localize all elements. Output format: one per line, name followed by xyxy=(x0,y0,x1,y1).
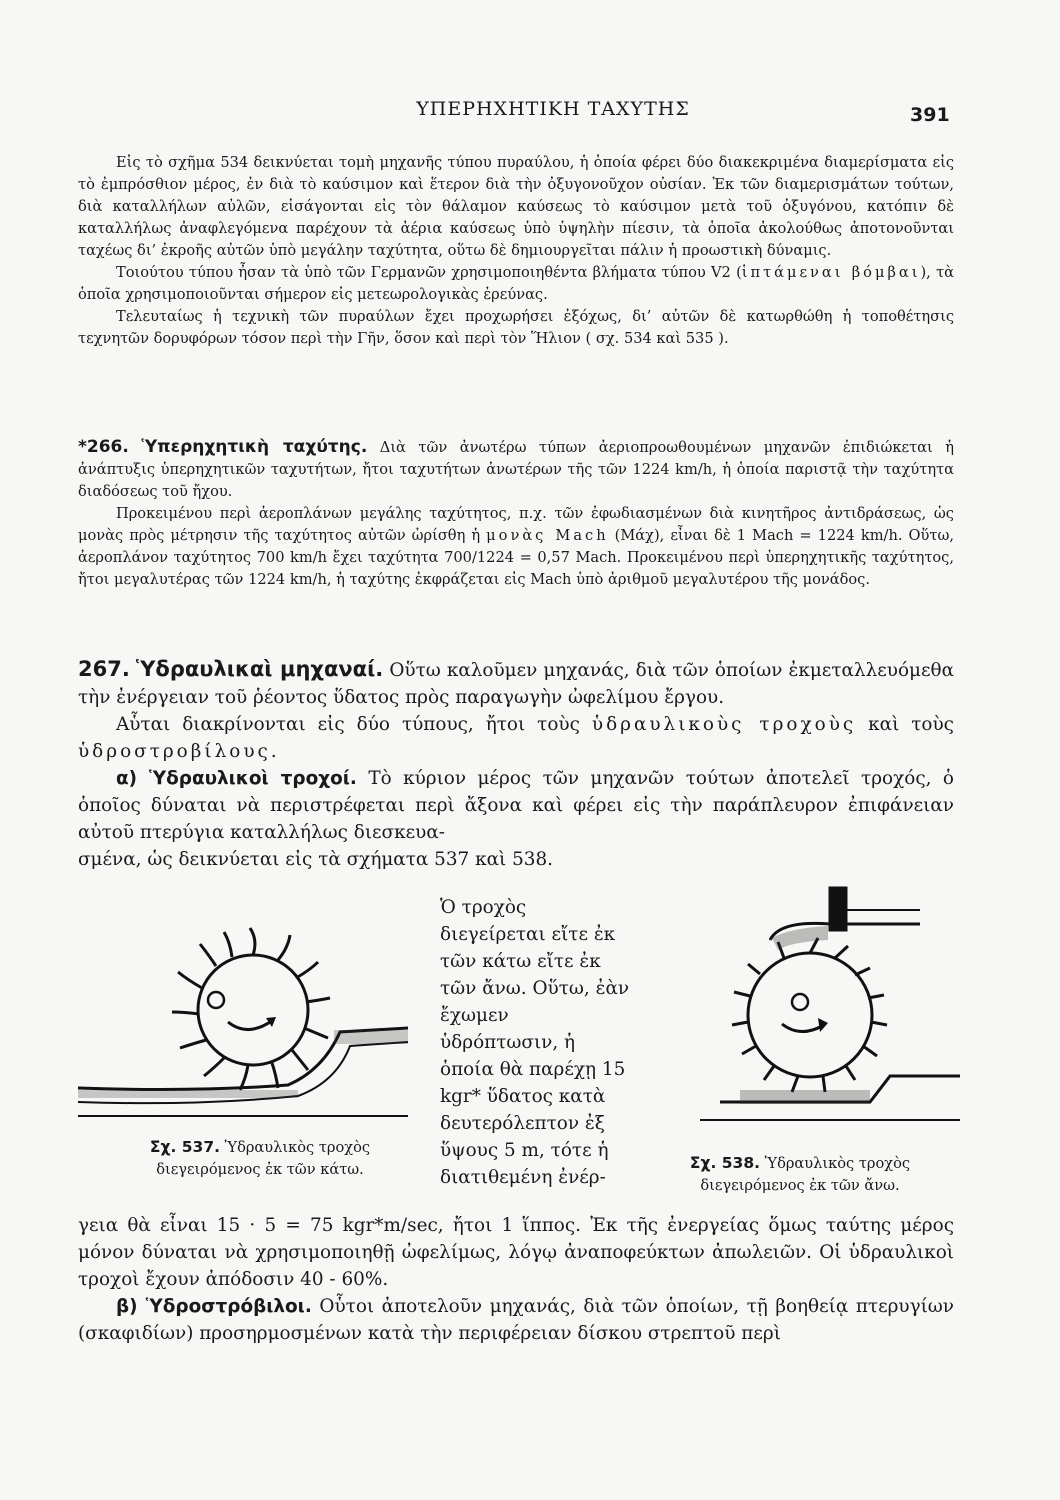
wheel-axle xyxy=(792,994,808,1010)
subsection-a-paragraph: α) Ὑδραυλικοὶ τροχοί. Τὸ κύριον μέρος τῶν μηχανῶν τούτων ἀποτελεῖ τροχός, ὁ ὁποῖος δύναται νὰ περιστρέφεται περὶ ἄξονα καὶ φέρει εἰς τὴν παράπλευρον ἐπιφάνειαν αὐτοῦ πτερύγια καταλλήλως διεσκευα- xyxy=(78,768,954,843)
figure-538-caption: Σχ. 538. Ὑδραυλικὸς τροχὸς διεγειρόμενος ἐκ τῶν ἄνω. xyxy=(689,1154,911,1194)
section-266-paragraph-1: *266. Ὑπερηχητικὴ ταχύτης. Διὰ τῶν ἀνωτέρω τύπων ἀεριοπροωθουμένων μηχανῶν ἐπιδιώκεται ἡ ἀνάπτυξις ὑπερηχητικῶν ταχυτήτων, ἤτοι ταχυτήτων ἀνωτέρων τῆς τῶν 1224 km/h, ἡ ὁποία παριστᾷ τὴν ταχύτητα διαδόσεως τοῦ ἤχου. xyxy=(78,437,954,500)
figure-538-label: Σχ. 538. xyxy=(689,1154,761,1172)
section-267-continued xyxy=(78,1212,954,1347)
figure-537-label: Σχ. 537. xyxy=(149,1138,221,1156)
wheel-axle xyxy=(208,992,224,1008)
section-267-number: 267. xyxy=(78,657,130,681)
energy-paragraph: γεια θὰ εἶναι 15 · 5 = 75 kgr*m/sec, ἤτοι 1 ἵππος. Ἐκ τῆς ἐνεργείας ὅμως ταύτης μέρος μόνον δύναται νὰ χρησιμοποιηθῇ ὠφελίμως, λόγῳ ἀναποφεύκτων ἀπωλειῶν. Οἱ ὑδραυλικοὶ τροχοὶ ἔχουν ἀπόδοσιν 40 - 60%. xyxy=(78,1215,954,1290)
subsection-b-heading: β) Ὑδροστρόβιλοι. xyxy=(116,1296,312,1317)
page-number: 391 xyxy=(910,104,950,126)
section-267-heading: Ὑδραυλικαὶ μηχαναί. xyxy=(135,657,384,681)
section-267 xyxy=(78,656,954,873)
running-header: ΥΠΕΡΗΧΗΤΙΚΗ ΤΑΧΥΤΗΣ xyxy=(416,98,690,120)
intro-block xyxy=(78,152,954,350)
spaced-term: ὑδραυλικοὺς τροχοὺς xyxy=(591,714,857,735)
figure-537-caption: Σχ. 537. Ὑδραυλικὸς τροχὸς διεγειρόμενος ἐκ τῶν κάτω. xyxy=(149,1138,371,1178)
section-266-paragraph-2: Προκειμένου περὶ ἀεροπλάνων μεγάλης ταχύτητος, π.χ. τῶν ἐφωδιασμένων διὰ κινητῆρος ἀντιδράσεως, ὡς μονὰς πρὸς μέτρησιν τῆς ταχύτητος αὐτῶν ὡρίσθη ἡ μονὰς Mach (Μάχ), εἶναι δὲ 1 Mach = 1224 km/h. Οὕτω, ἀεροπλάνον ταχύτητος 700 km/h ἔχει ταχύτητα 700/1224 = 0,57 Mach. Προκειμένου περὶ ὑπερηχητικῆς ταχύτητος, ἤτοι μεγαλυτέρας τῶν 1224 km/h, ἡ ταχύτης ἐκφράζεται εἰς Mach ὑπὸ ἀριθμοῦ μεγαλυτέρου τῆς μονάδος. xyxy=(78,505,954,588)
intro-paragraph-1: Εἰς τὸ σχῆμα 534 δεικνύεται τομὴ μηχανῆς τύπου πυραύλου, ἡ ὁποία φέρει δύο διακεκριμένα διαμερίσματα εἰς τὸ ἐμπρόσθιον μέρος, ἐν διὰ τὸ καύσιμον καὶ ἕτερον διὰ τὴν ὀξυγονοῦχον οὐσίαν. Ἐκ τῶν διαμερισμάτων τούτων, διὰ καταλλήλων αὐλῶν, εἰσάγονται εἰς τὸν θάλαμον καύσεως τὸ καύσιμον μετὰ τοῦ ὀξυγόνου, κατόπιν δὲ καταλλήλως ἀναφλεγόμενα παρέχουν τὰ ἀέρια καύσεως ὑπὸ ὑψηλὴν πίεσιν, τὰ ὁποῖα ἀκολούθως ἀποτονοῦνται ταχέως δι’ ἐκροῆς αὐτῶν ὑπὸ μεγάλην ταχύτητα, οὕτω δὲ δημιουργεῖται πάλιν ἡ προωστικὴ δύναμις. xyxy=(78,154,954,259)
intro-paragraph-2: Τοιούτου τύπου ἦσαν τὰ ὑπὸ τῶν Γερμανῶν χρησιμοποιηθέντα βλήματα τύπου V2 (ἱπτάμεναι βόμβαι), τὰ ὁποῖα χρησιμοποιοῦνται σήμερον εἰς μετεωρολογικὰς ἐρεύνας. xyxy=(78,264,954,303)
water-gate xyxy=(830,888,846,930)
wheel-rim xyxy=(198,955,308,1065)
rotation-arrow xyxy=(228,1020,273,1030)
intro-paragraph-3: Τελευταίως ἡ τεχνικὴ τῶν πυραύλων ἔχει προχωρήσει ἐξόχως, δι’ αὐτῶν δὲ κατωρθώθη ἡ τοποθέτησις τεχνητῶν δορυφόρων τόσον περὶ τὴν Γῆν, ὅσον καὶ περὶ τὸν Ἥλιον ( σχ. 534 καὶ 535 ). xyxy=(78,308,954,347)
rotation-arrow xyxy=(782,1024,822,1032)
middle-column-text: Ὁ τροχὸς διεγείρεται εἴτε ἐκ τῶν κάτω εἴτε ἐκ τῶν ἄνω. Οὕτω, ἐὰν ἔχωμεν ὑδρόπτωσιν, ἡ ὁποία θὰ παρέχῃ 15 kgr* ὕδατος κατὰ δευτερόλεπτον ἐξ ὕψους 5 m, τότε ἡ διατιθεμένη ἐνέρ- xyxy=(440,897,630,1188)
spaced-term: ὑδροστροβίλους. xyxy=(78,741,280,762)
subsection-b-paragraph: β) Ὑδροστρόβιλοι. Οὗτοι ἀποτελοῦν μηχανάς, διὰ τῶν ὁποίων, τῇ βοηθείᾳ πτερυγίων (σκαφιδίων) προσηρμοσμένων κατὰ τὴν περιφέρειαν δίσκου στρεπτοῦ περὶ xyxy=(78,1296,954,1344)
spaced-term: μονὰς Mach xyxy=(486,527,609,544)
section-267-paragraph-2: Αὗται διακρίνονται εἰς δύο τύπους, ἤτοι τοὺς ὑδραυλικοὺς τροχοὺς καὶ τοὺς ὑδροστροβίλους. xyxy=(78,714,954,762)
wheel-rim xyxy=(748,953,872,1077)
section-266-number: *266. xyxy=(78,437,129,457)
figure-538-overshot-wheel xyxy=(660,880,960,1140)
subsection-a-heading: α) Ὑδραυλικοὶ τροχοί. xyxy=(116,768,357,789)
section-266-heading: Ὑπερηχητικὴ ταχύτης. xyxy=(141,437,368,457)
section-267-paragraph-1: 267. Ὑδραυλικαὶ μηχαναί. Οὕτω καλοῦμεν μηχανάς, διὰ τῶν ὁποίων ἐκμεταλλευόμεθα τὴν ἐνέργειαν τοῦ ῥέοντος ὕδατος πρὸς παραγωγὴν ὠφελίμου ἔργου. xyxy=(78,657,954,708)
subsection-a-line-2: σμένα, ὡς δεικνύεται εἰς τὰ σχήματα 537 καὶ 538. xyxy=(78,849,554,870)
spaced-term: ἱπτάμεναι βόμβαι xyxy=(741,264,921,281)
section-266 xyxy=(78,436,954,591)
figure-537-undershot-wheel xyxy=(78,920,418,1140)
